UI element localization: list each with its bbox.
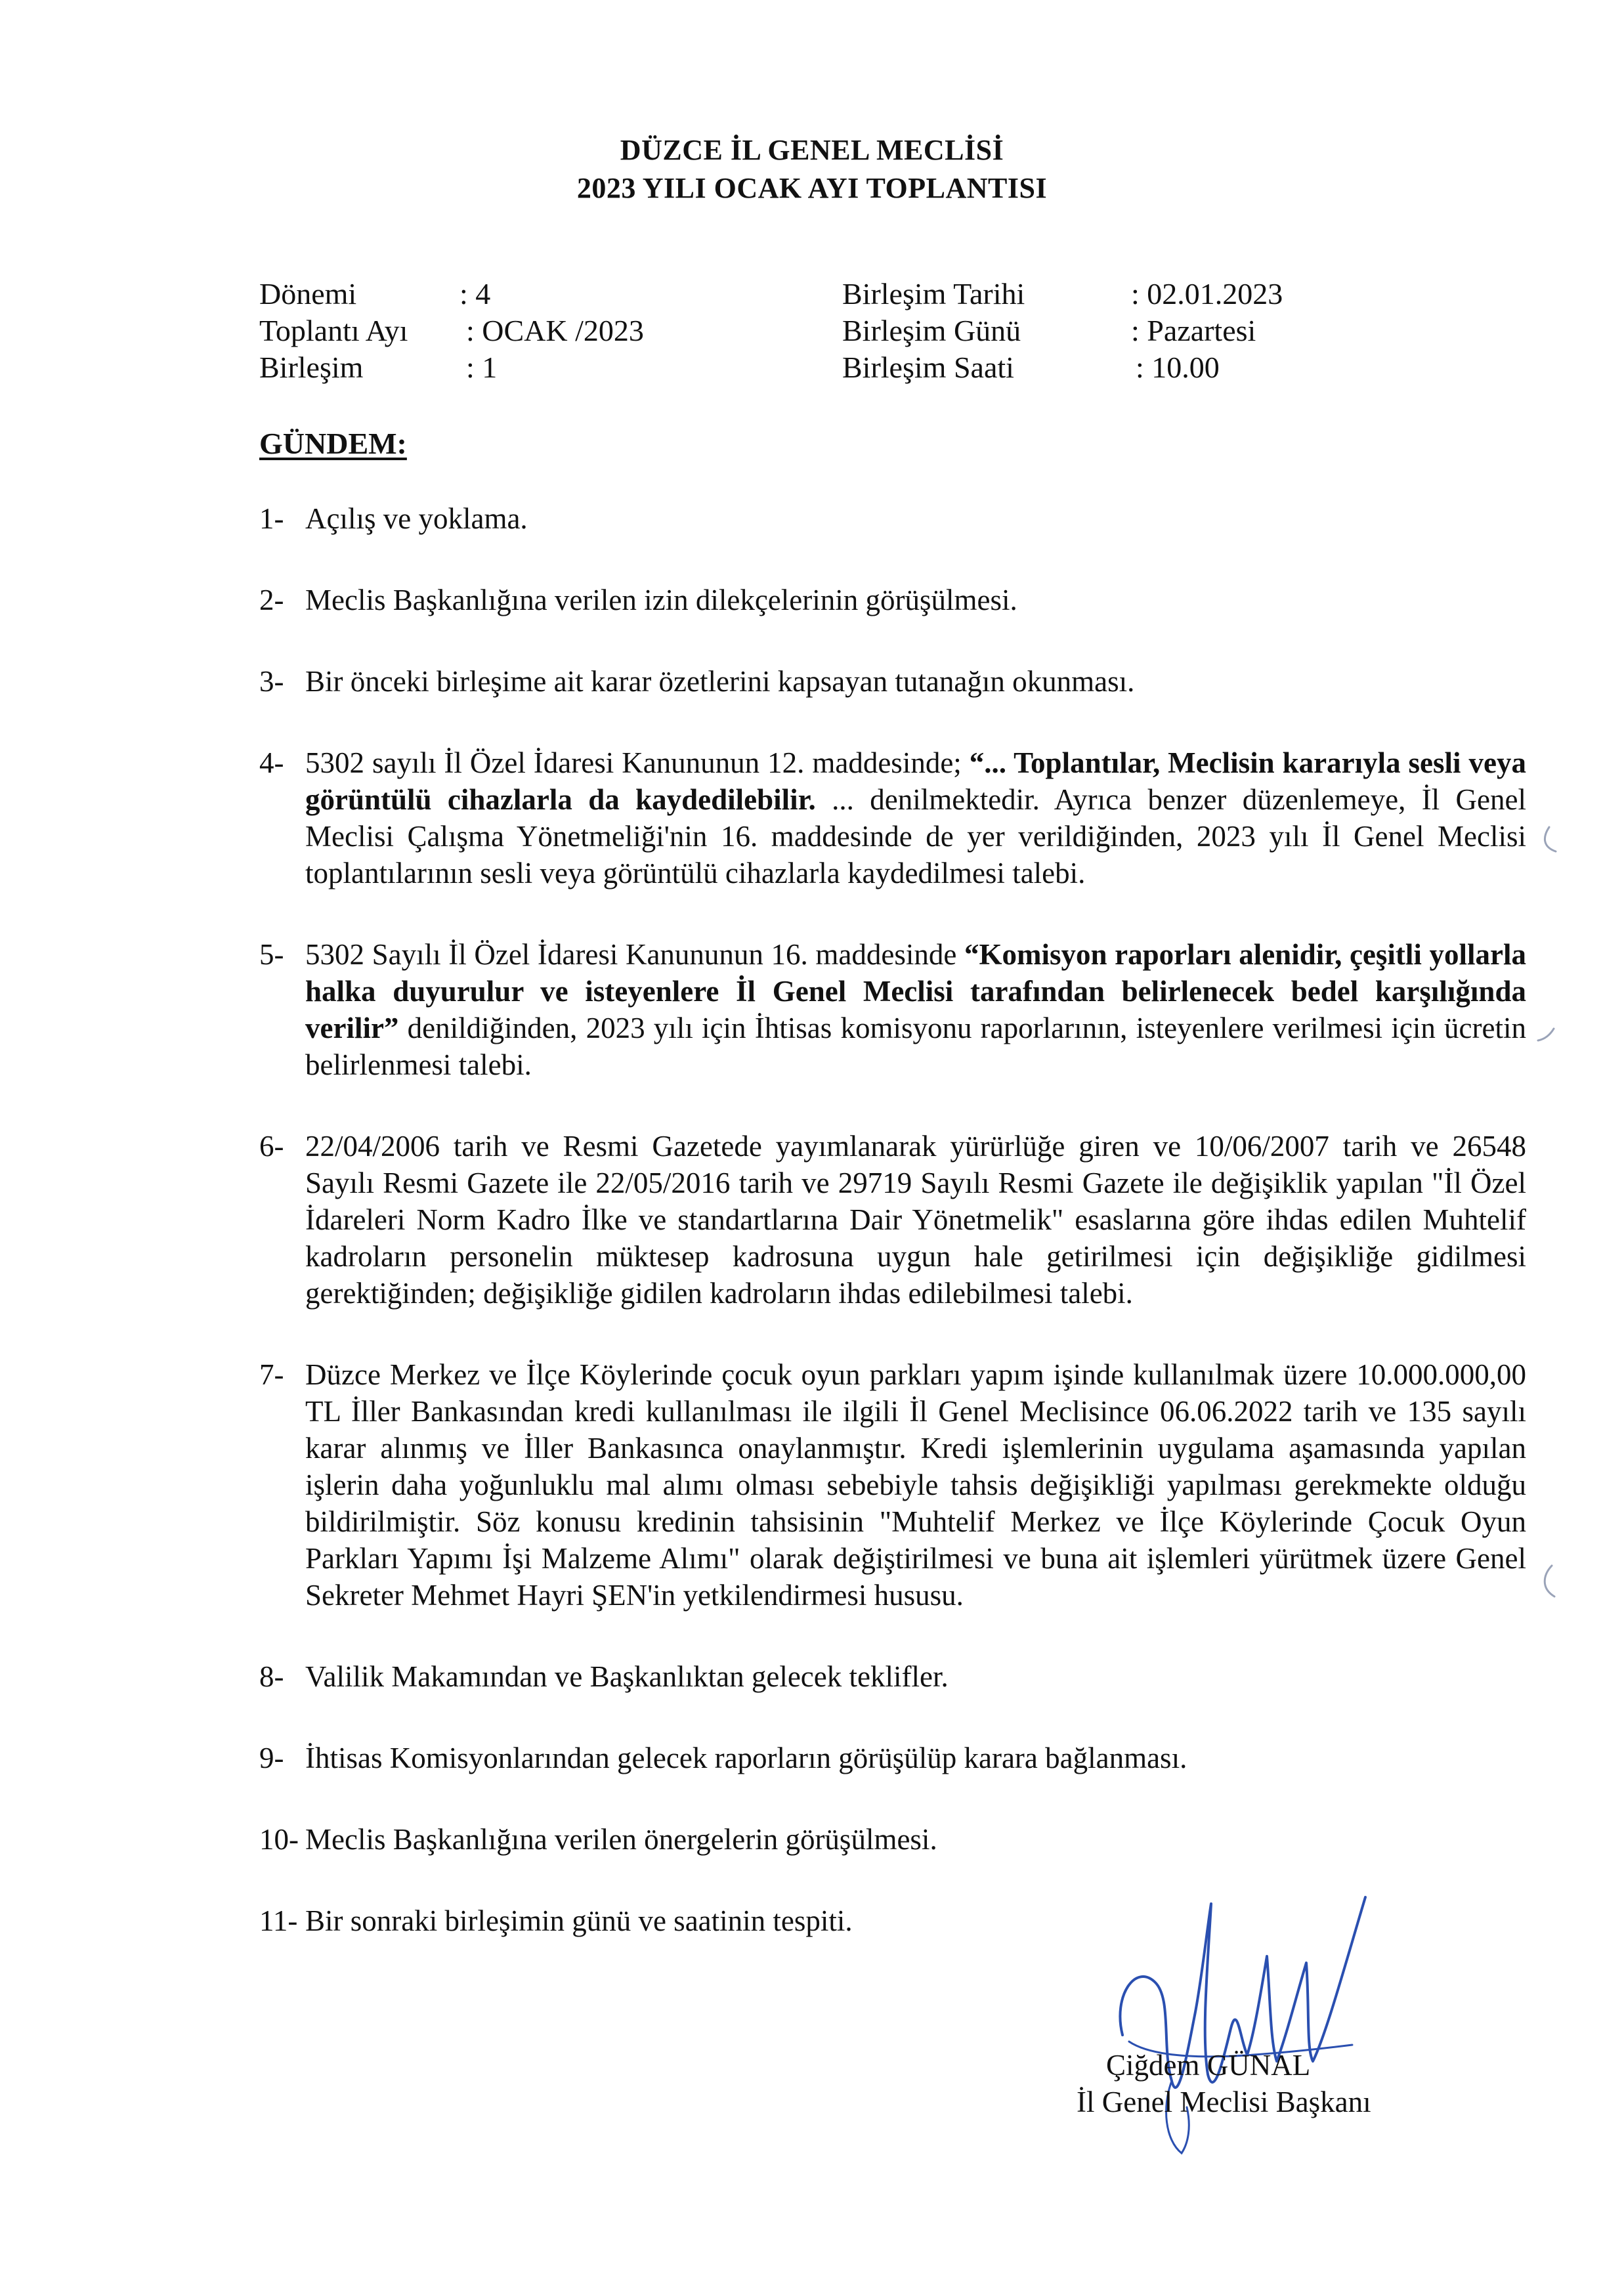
meeting-month-value: : OCAK /2023 xyxy=(466,314,644,347)
title-line-1: DÜZCE İL GENEL MECLİSİ xyxy=(620,134,1004,166)
agenda-item-1 xyxy=(259,500,1526,537)
meeting-month-row xyxy=(259,312,850,349)
session-date-value: : 02.01.2023 xyxy=(1131,277,1283,311)
agenda-item-number: 10- xyxy=(259,1823,299,1856)
session-date-row xyxy=(842,276,1367,312)
agenda-item-8 xyxy=(259,1658,1526,1695)
agenda-item-3 xyxy=(259,663,1526,700)
agenda-item-text: Bir sonraki birleşimin günü ve saatinin tespiti. xyxy=(305,1904,853,1937)
session-date-label: Birleşim Tarihi xyxy=(842,277,1025,311)
agenda-item-9 xyxy=(259,1740,1526,1776)
margin-initial-mark-icon xyxy=(1536,1562,1562,1602)
meeting-month-label: Toplantı Ayı xyxy=(259,314,408,347)
term-row xyxy=(259,276,850,312)
agenda-item-number: 8- xyxy=(259,1660,284,1693)
agenda-list xyxy=(259,500,1526,1939)
agenda-item-4 xyxy=(259,744,1526,891)
margin-initial-mark-icon xyxy=(1536,824,1562,857)
agenda-item-number: 4- xyxy=(259,746,284,779)
handwritten-signature-icon xyxy=(1109,1884,1398,2166)
agenda-item-quote: “Komisyon raporları alenidir, çeşitli yollarla halka duyurulur ve isteyenlere İl Genel Meclisi tarafından belirlenecek bedel karşılığında verilir” xyxy=(305,938,1526,1044)
session-time-row xyxy=(842,349,1367,386)
agenda-item-text-intro: 5302 Sayılı İl Özel İdaresi Kanununun 16. maddesinde xyxy=(305,938,964,971)
session-row xyxy=(259,349,850,386)
agenda-item-text: İhtisas Komisyonlarından gelecek raporların görüşülüp karara bağlanması. xyxy=(305,1742,1187,1774)
signatory-name: Çiğdem GÜNAL xyxy=(1106,2049,1311,2082)
session-day-row xyxy=(842,312,1367,349)
signature-block xyxy=(1077,2047,1371,2120)
agenda-item-text xyxy=(305,746,1526,889)
agenda-heading: GÜNDEM: xyxy=(259,427,407,460)
session-value: : 1 xyxy=(466,351,498,384)
agenda-item-text-rest: ... denilmektedir. Ayrıca benzer düzenlemeye, İl Genel Meclisi Çalışma Yönetmeliği'nin 16. maddesinde de yer verildiğinden, 2023 yılı İl Genel Meclisi toplantılarının sesli veya görüntülü cihazlarla kaydedilmesi talebi. xyxy=(305,783,1526,889)
agenda-item-5 xyxy=(259,936,1526,1083)
document-title xyxy=(0,131,1624,207)
session-day-label: Birleşim Günü xyxy=(842,314,1021,347)
agenda-item-text-intro: 5302 sayılı İl Özel İdaresi Kanununun 12. maddesinde; xyxy=(305,746,970,779)
agenda-item-2 xyxy=(259,582,1526,618)
agenda-item-10 xyxy=(259,1821,1526,1858)
agenda-item-text: 22/04/2006 tarih ve Resmi Gazetede yayımlanarak yürürlüğe giren ve 10/06/2007 tarih ve 26548 Sayılı Resmi Gazete ile 22/05/2016 tarih ve 29719 Sayılı Resmi Gazete ile değişiklik yapılan "İl Özel İdareleri Norm Kadro İlke ve standartlarına Dair Yönetmelik" esaslarına göre ihdas edilen Muhtelif kadroların personelin müktesep kadrosuna uygun hale getirilmesi için değişikliğe gidilmesi gerektiğinden; değişikliğe gidilen kadroların ihdas edilebilmesi talebi. xyxy=(305,1130,1526,1310)
agenda-item-text: Açılış ve yoklama. xyxy=(305,502,528,535)
agenda-item-text: Meclis Başkanlığına verilen önergelerin görüşülmesi. xyxy=(305,1823,937,1856)
session-time-label: Birleşim Saati xyxy=(842,351,1014,384)
agenda-item-text: Düzce Merkez ve İlçe Köylerinde çocuk oyun parkları yapım işinde kullanılmak üzere 10.000.000,00 TL İller Bankasından kredi kullanılması ile ilgili İl Genel Meclisince 06.06.2022 tarih ve 135 sayılı karar alınmış ve İller Bankasınca onaylanmıştır. Kredi işlemlerinin uygulama aşamasında yapılan işlerin daha yoğunluklu mal alımı olması sebebiyle tahsis değişikliği yapılması gerekmekte olduğu bildirilmiştir. Söz konusu kredinin tahsisinin "Muhtelif Merkez ve İlçe Köylerinde Çocuk Oyun Parkları Yapımı İşi Malzeme Alımı" olarak değiştirilmesi ve buna ait işlemleri yürütmek üzere Genel Sekreter Mehmet Hayri ŞEN'in yetkilendirmesi hususu. xyxy=(305,1358,1526,1612)
title-line-2: 2023 YILI OCAK AYI TOPLANTISI xyxy=(576,172,1048,204)
agenda-item-number: 11- xyxy=(259,1904,298,1937)
agenda-item-number: 2- xyxy=(259,584,284,616)
agenda-item-number: 5- xyxy=(259,938,284,971)
session-day-value: : Pazartesi xyxy=(1131,314,1256,347)
agenda-item-number: 1- xyxy=(259,502,284,535)
session-label: Birleşim xyxy=(259,351,364,384)
agenda-item-text-rest: denildiğinden, 2023 yılı için İhtisas komisyonu raporlarının, isteyenlere verilmesi için ücretin belirlenmesi talebi. xyxy=(305,1012,1526,1081)
term-label: Dönemi xyxy=(259,277,357,311)
session-time-value: : 10.00 xyxy=(1136,351,1220,384)
agenda-item-number: 6- xyxy=(259,1130,284,1163)
margin-initial-mark-icon xyxy=(1533,1021,1559,1047)
agenda-item-number: 7- xyxy=(259,1358,284,1391)
agenda-item-text xyxy=(305,938,1526,1081)
term-value: : 4 xyxy=(459,277,491,311)
signatory-title: İl Genel Meclisi Başkanı xyxy=(1077,2086,1371,2118)
agenda-item-number: 3- xyxy=(259,665,284,698)
agenda-item-6 xyxy=(259,1128,1526,1312)
session-info-left xyxy=(259,276,850,386)
agenda-item-7 xyxy=(259,1356,1526,1614)
agenda-item-text: Valilik Makamından ve Başkanlıktan gelecek teklifler. xyxy=(305,1660,949,1693)
agenda-item-number: 9- xyxy=(259,1742,284,1774)
session-info-right xyxy=(842,276,1367,386)
agenda-item-text: Bir önceki birleşime ait karar özetlerini kapsayan tutanağın okunması. xyxy=(305,665,1135,698)
agenda-item-text: Meclis Başkanlığına verilen izin dilekçelerinin görüşülmesi. xyxy=(305,584,1017,616)
agenda-item-quote: “... Toplantılar, Meclisin kararıyla sesli veya görüntülü cihazlarla da kaydedilebilir. xyxy=(305,746,1526,816)
